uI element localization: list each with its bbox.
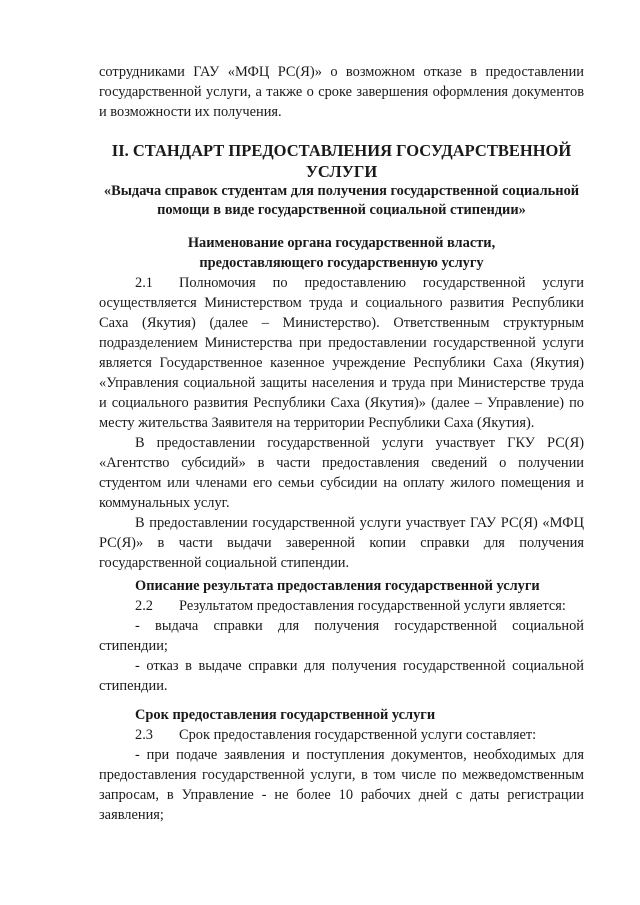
subsection-heading-authority: Наименование органа государственной власти, предоставляющего государственную услугу — [187, 235, 496, 271]
list-item: - выдача справки для получения государственной социальной стипендии; — [99, 618, 584, 654]
list-item: - отказ в выдаче справки для получения государственной социальной стипендии. — [99, 658, 584, 694]
subsection-authority — [99, 233, 584, 573]
paragraph-2-2 — [99, 596, 584, 616]
section-header — [99, 140, 584, 220]
section-title: II. СТАНДАРТ ПРЕДОСТАВЛЕНИЯ ГОСУДАРСТВЕННОЙ УСЛУГИ — [111, 141, 572, 181]
clause-number: 2.1 — [135, 275, 153, 291]
paragraph-2-1 — [99, 273, 584, 433]
subsection-heading-term: Срок предоставления государственной услуги — [135, 707, 436, 723]
subsection-term — [99, 705, 584, 825]
service-name: «Выдача справок студентам для получения государственной социальной помощи в виде государственной социальной стипендии» — [103, 183, 580, 218]
subsection-heading-result: Описание результата предоставления государственной услуги — [135, 578, 540, 594]
clause-number: 2.2 — [135, 598, 153, 614]
list-item: - при подаче заявления и поступления документов, необходимых для предоставления государственной услуги, в том числе по межведомственным запросам, в Управление - не более 10 рабочих дней с даты регистрации заявления; — [99, 747, 584, 823]
subsection-result — [99, 576, 584, 696]
paragraph-2-3 — [99, 725, 584, 745]
paragraph-text: Результатом предоставления государственной услуги является: — [179, 598, 566, 614]
intro-paragraph: сотрудниками ГАУ «МФЦ РС(Я)» о возможном отказе в предоставлении государственной услуги, а также о сроке завершения оформления документов и возможности их получения. — [99, 64, 584, 120]
paragraph-text: Полномочия по предоставлению государственной услуги осуществляется Министерством труда и социального развития Республики Саха (Якутия) (далее – Министерство). Ответственным структурным подразделением Министерства при предоставлении государственной услуги является Государственное казенное учреждение Республики Саха (Якутия) «Управления социальной защиты населения и труда при Министерстве труда и социального развития Республики Саха (Якутия)» (далее – Управление) по месту жительства Заявителя на территории Республики Саха (Якутия). — [99, 275, 584, 431]
paragraph-agency-subsidies: В предоставлении государственной услуги участвует ГКУ РС(Я) «Агентство субсидий» в части предоставления сведений о получении студентом или членами его семьи субсидии на оплату жилого помещения и коммунальных услуг. — [99, 435, 584, 511]
intro-block — [99, 62, 584, 122]
paragraph-mfc: В предоставлении государственной услуги участвует ГАУ РС(Я) «МФЦ РС(Я)» в части выдачи заверенной копии справки для получения государственной социальной стипендии. — [99, 515, 584, 571]
paragraph-text: Срок предоставления государственной услуги составляет: — [179, 727, 537, 743]
clause-number: 2.3 — [135, 727, 153, 743]
